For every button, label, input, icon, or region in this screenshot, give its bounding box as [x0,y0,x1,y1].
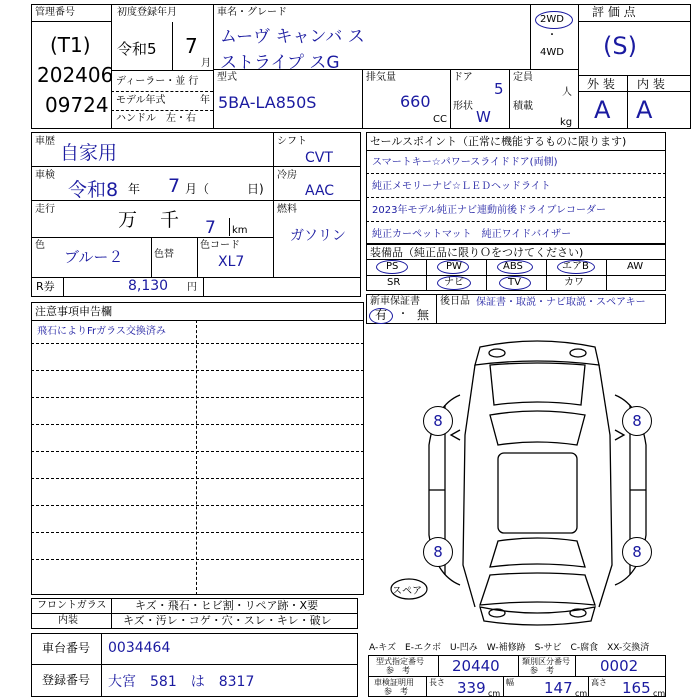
divider [362,69,363,129]
divider [31,277,361,278]
recycle-label: R券 [36,280,55,293]
length-unit: cm [488,689,501,698]
sales-item: 純正メモリーナビ☆ＬＥＤヘッドライト [372,181,551,192]
inspection-year-unit: 年 [128,182,141,196]
reg-value: 大宮 581 は 8317 [108,674,255,690]
equip-ps: PS [386,261,399,272]
divider [366,221,666,222]
front-glass-label: フロントガラス [37,600,107,611]
divider [518,655,519,676]
inspection-label: 車検 [35,170,55,181]
score-label: 評 価 点 [592,5,636,19]
dealer-label: ディーラー・並 行 [116,76,199,87]
divider [273,166,361,167]
color-label: 色 [35,240,45,251]
equip-tv: TV [508,277,521,288]
divider [578,4,579,129]
color-value: ブルー２ [64,248,124,266]
model-year-unit: 年 [200,95,210,106]
color-code-label: 色コード [200,240,240,251]
divider [111,91,213,92]
history-label: 車歴 [35,136,55,147]
mileage-value: 7 [205,218,216,238]
notes-row-line [31,478,364,479]
color-code-value: XL7 [218,254,245,270]
capacity-label: 定員 [513,72,533,83]
after-label: 後日品 [440,296,470,307]
load-label: 積載 [513,101,533,112]
divider [111,70,213,71]
notes-row-line [31,370,364,371]
drive-2wd: 2WD [540,14,564,25]
exterior-label: 外 装 [587,77,615,91]
warranty-no: 無 [417,308,430,322]
shape-label: 形状 [453,101,473,112]
notes-row-line [31,343,364,344]
divider [509,69,510,129]
height-unit: cm [653,689,666,698]
divider [366,197,666,198]
divider [627,75,628,129]
recycle-value: 8,130 [128,278,169,294]
damage-legend: A-キズ E-エクボ U-凹み W-補修跡 S-サビ C-腐食 XX-交換済 [369,643,650,653]
divider [273,200,361,201]
yen-unit: 円 [187,282,197,293]
divider [606,259,607,291]
sales-item: スマートキー☆パワースライドドア(両側) [372,157,558,168]
type-spec-label: 型式指定番号 [376,657,424,666]
cert-sub: 参 考 [384,687,408,696]
ac-value: AAC [305,183,335,199]
sales-item: 純正カーペットマット 純正ワイドバイザー [372,229,572,240]
cc-unit: CC [433,114,447,125]
divider [197,237,198,277]
length-label: 長さ [429,678,445,687]
interior-glass-label: 内装 [58,615,78,626]
notes-row-line [31,505,364,506]
class-sub: 参 考 [530,666,554,675]
divider [31,320,364,321]
notes-frame [31,302,364,595]
notes-row-line [31,532,364,533]
cert-label: 車検証明用 [374,678,414,687]
score-value: (S) [603,32,637,60]
divider [111,110,213,111]
divider [450,69,451,129]
divider [578,21,691,22]
spare-label: スペア [392,586,422,597]
tire-front-left: 8 [423,406,453,436]
divider [101,633,102,697]
notes-row-line [31,559,364,560]
mgmt-label: 管理番号 [35,7,75,18]
inspection-month-unit: 月（ [185,182,210,196]
mgmt-num1: 202406 [37,63,114,87]
divider [63,277,64,297]
type-spec-sub: 参 考 [386,666,410,675]
divider [503,676,504,697]
car-name-line2: ストライプ スG [220,53,340,73]
history-value: 自家用 [60,142,118,164]
shift-label: シフト [277,136,307,147]
length-value: 339 [457,679,486,697]
divider [578,91,691,92]
door-label: ドア [453,72,473,83]
car-name-label: 車名・グレード [217,7,287,18]
type-spec-value: 20440 [452,657,500,675]
reg-label: 登録番号 [42,673,91,687]
inspection-month: 7 [168,175,181,197]
divider [366,173,666,174]
mileage-label: 走行 [35,204,55,215]
model-value: 5BA-LA850S [218,93,317,112]
after-value: 保証書・取説・ナビ取説・スペアキー [476,297,646,308]
equip-airbag: エアB [562,261,589,272]
displacement-label: 排気量 [366,72,396,83]
width-label: 幅 [506,678,514,687]
divider [575,655,576,676]
equipment-title: 装備品（純正品に限りＯをつけてください) [370,246,584,259]
divider [588,676,589,697]
divider [196,320,197,595]
notes-line1: 飛石によりFrガラス交換済み [37,326,166,337]
chassis-value: 0034464 [108,640,171,656]
displacement-value: 660 [400,92,431,111]
divider [31,200,273,201]
interior-value: A [636,96,653,124]
tire-rear-right: 8 [622,537,652,567]
warranty-dot: ・ [398,309,408,320]
door-value: 5 [494,80,504,98]
notes-row-line [31,424,364,425]
divider [436,294,437,324]
divider [366,150,666,151]
ac-label: 冷房 [277,170,297,181]
equip-sr: SR [387,277,401,288]
mileage-man: 万 [118,209,138,231]
divider [203,277,204,297]
front-glass-options: キズ・飛石・ヒビ割・リペア跡・X要 [135,599,319,612]
equip-navi: ナビ [444,277,464,288]
inspection-era: 令和8 [68,179,119,201]
color-change-label: 色替 [154,249,174,260]
divider [486,259,487,291]
model-label: 型式 [217,72,237,83]
handle-label: ハンドル 左・右 [116,113,196,124]
inspection-day-unit: 日) [247,182,264,196]
divider [31,237,273,238]
divider [213,4,214,129]
divider [438,655,439,676]
reg-month-unit: 月 [201,58,211,69]
reg-era: 令和5 [117,40,157,58]
mileage-sen: 千 [160,209,180,231]
class-value: 0002 [600,657,639,675]
shape-value: W [476,108,491,126]
divider [426,676,427,697]
car-name-line1: ムーヴ キャンバ ス [220,27,365,47]
mgmt-t: (T1) [50,33,91,57]
warranty-yes: 有 [375,308,388,322]
notes-title: 注意事項申告欄 [35,305,112,318]
km-unit: km [232,225,248,236]
reg-month: 7 [185,34,198,58]
model-year-label: モデル年式 [116,95,166,106]
divider [546,259,547,291]
divider [31,664,358,665]
mgmt-num2: 09724 [45,93,109,117]
shift-value: CVT [305,150,333,166]
divider [426,259,427,291]
drive-4wd: 4WD [540,47,564,58]
equip-pw: PW [446,261,462,272]
load-unit: kg [560,117,573,128]
interior-glass-options: キズ・汚レ・コゲ・穴・スレ・キレ・破レ [123,614,332,627]
divider [229,218,230,236]
divider [273,132,274,277]
notes-row-line [31,397,364,398]
notes-row-line [31,451,364,452]
divider [151,237,152,277]
height-value: 165 [622,679,651,697]
divider [172,22,173,70]
sales-item: 2023年モデル純正ナビ連動前後ドライブレコーダー [372,205,606,216]
fuel-value: ガソリン [290,228,346,244]
drive-dot: ・ [547,30,557,41]
height-label: 高さ [591,678,607,687]
capacity-unit: 人 [562,87,572,98]
class-label: 類別区分番号 [522,657,570,666]
sales-title: セールスポイント（正常に機能するものに限ります) [370,135,627,148]
fuel-label: 燃料 [277,204,297,215]
first-reg-label: 初度登録年月 [117,7,177,18]
car-diagram [405,335,670,630]
divider [530,4,531,69]
interior-label: 内 装 [637,77,665,91]
tire-front-right: 8 [622,406,652,436]
divider [31,21,111,22]
equip-abs: ABS [503,261,523,272]
exterior-value: A [594,96,611,124]
equip-kawa: カワ [564,277,584,288]
divider [213,69,578,70]
chassis-label: 車台番号 [42,641,91,655]
divider [578,75,691,76]
width-unit: cm [575,689,588,698]
tire-rear-left: 8 [423,537,453,567]
width-value: 147 [544,679,573,697]
equip-aw: AW [627,261,644,272]
divider [31,166,273,167]
warranty-label: 新車保証書 [370,296,420,307]
